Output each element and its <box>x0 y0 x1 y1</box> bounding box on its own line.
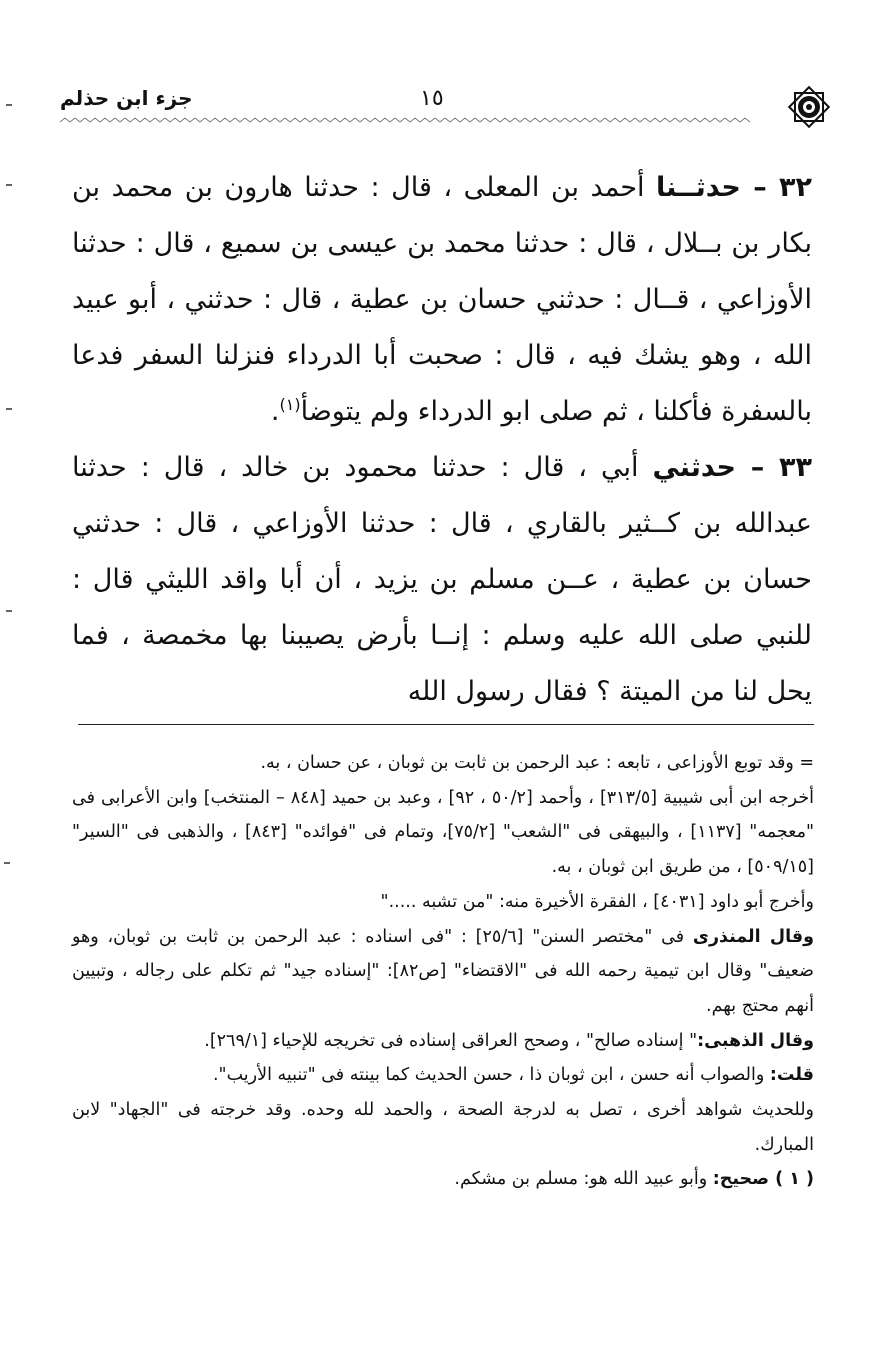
page-number: ١٥ <box>420 86 444 111</box>
footnote-lead: وقال الذهبى: <box>697 1030 814 1051</box>
scan-margin-mark <box>4 862 10 864</box>
hadith-number: ٣٣ – <box>735 452 812 483</box>
footnote-line: أخرجه ابن أبى شيبية [٣١٣/٥] ، وأحمد [٥٠/٢ ، ٩٢] ، وعبد بن حميد [٨٤٨ – المنتخب] وابن الأعرابى فى "معجمه" [١١٣٧] ، والبيهقى فى "الشعب" [٧٥/٢]، وتمام فى "فوائده" [٨٤٣] ، والذهبى فى "السير" [٥٠٩/١٥] ، من طريق ابن ثوبان ، به. <box>72 787 815 878</box>
scan-margin-mark <box>6 104 12 106</box>
footnote-separator <box>78 724 814 725</box>
scan-margin-mark <box>6 184 12 186</box>
star-ornament-icon <box>786 84 832 130</box>
footnote-number: ( ١ ) <box>775 1169 814 1190</box>
hadith-lead-word: حدثني <box>652 452 736 483</box>
footnote-1 <box>72 1162 814 1197</box>
footnotes <box>72 746 814 1197</box>
header-zigzag-rule <box>60 116 750 124</box>
footnote-dhahabi <box>72 1024 814 1059</box>
hadith-number: ٣٢ – <box>740 172 812 203</box>
footnote-lead: قلت: <box>769 1065 814 1086</box>
main-text <box>72 160 812 720</box>
footnote-text: وأبو عبيد الله هو: مسلم بن مشكم. <box>454 1169 713 1190</box>
footnote-lead: صحيح: <box>712 1169 776 1190</box>
footnote-text: " إسناده صالح" ، وصحح العراقى إسناده فى تخريجه للإحياء [٢٦٩/١]. <box>204 1030 698 1051</box>
hadith-32 <box>72 160 812 440</box>
footnote-line: = وقد توبع الأوزاعى ، تابعه : عبد الرحمن بن ثابت بن ثوبان ، عن حسان ، به. <box>260 753 814 773</box>
hadith-text: أحمد بن المعلى ، قال : حدثنا هارون بن محمد بن بكار بن بــلال ، قال : حدثنا محمد بن عيسى بن سميع ، قال : حدثنا الأوزاعي ، قــال : حدثني حسان بن عطية ، قال : حدثني ، أبو عبيد الله ، وهو يشك فيه ، قال : صحبت أبا الدرداء فنزلنا السفر فدعا بالسفرة فأكلنا ، ثم صلى ابو الدرداء ولم يتوضأ <box>72 172 812 427</box>
hadith-lead-word: حدثــنا <box>656 172 741 203</box>
hadith-end: . <box>270 396 280 427</box>
footnote-mundhiri <box>72 920 814 1024</box>
footnote-line: وللحديث شواهد أخرى ، تصل به لدرجة الصحة ، والحمد لله وحده. وقد خرجته فى "الجهاد" لابن المبارك. <box>72 1100 814 1155</box>
scan-margin-mark <box>6 610 12 612</box>
footnote-line: وأخرج أبو داود [٤٠٣١] ، الفقرة الأخيرة منه: "من تشبه ....." <box>380 891 814 912</box>
book-title: جزء ابن حذلم <box>60 86 193 110</box>
footnote-text: فى "مختصر السنن" [٢٥/٦] : "فى اسناده : عبد الرحمن بن ثابت بن ثوبان، وهو ضعيف" وقال ابن تيمية رحمه الله فى "الاقتضاء" [ص٨٢]: "إسناده جيد" ثم تكلم على رجاله ، وتبيين أنهم محتج بهم. <box>72 926 814 1016</box>
footnote-reference[interactable]: (١) <box>279 395 301 414</box>
footnote-qult <box>72 1058 814 1093</box>
hadith-text: أبي ، قال : حدثنا محمود بن خالد ، قال : حدثنا عبدالله بن كــثير بالقاري ، قال : حدثنا الأوزاعي ، قال : حدثني حسان بن عطية ، عــن مسلم بن يزيد ، أن أبا واقد الليثي قال : للنبي صلى الله عليه وسلم : إنــا بأرض يصيبنا بها مخمصة ، فما يحل لنا من الميتة ؟ فقال رسول الله <box>72 452 812 707</box>
scan-margin-mark <box>6 408 12 410</box>
footnote-lead: وقال المنذرى <box>692 926 814 947</box>
hadith-33 <box>72 440 812 720</box>
footnote-text: والصواب أنه حسن ، ابن ثوبان ذا ، حسن الحديث كما بينته فى "تنبيه الأريب". <box>212 1065 770 1086</box>
